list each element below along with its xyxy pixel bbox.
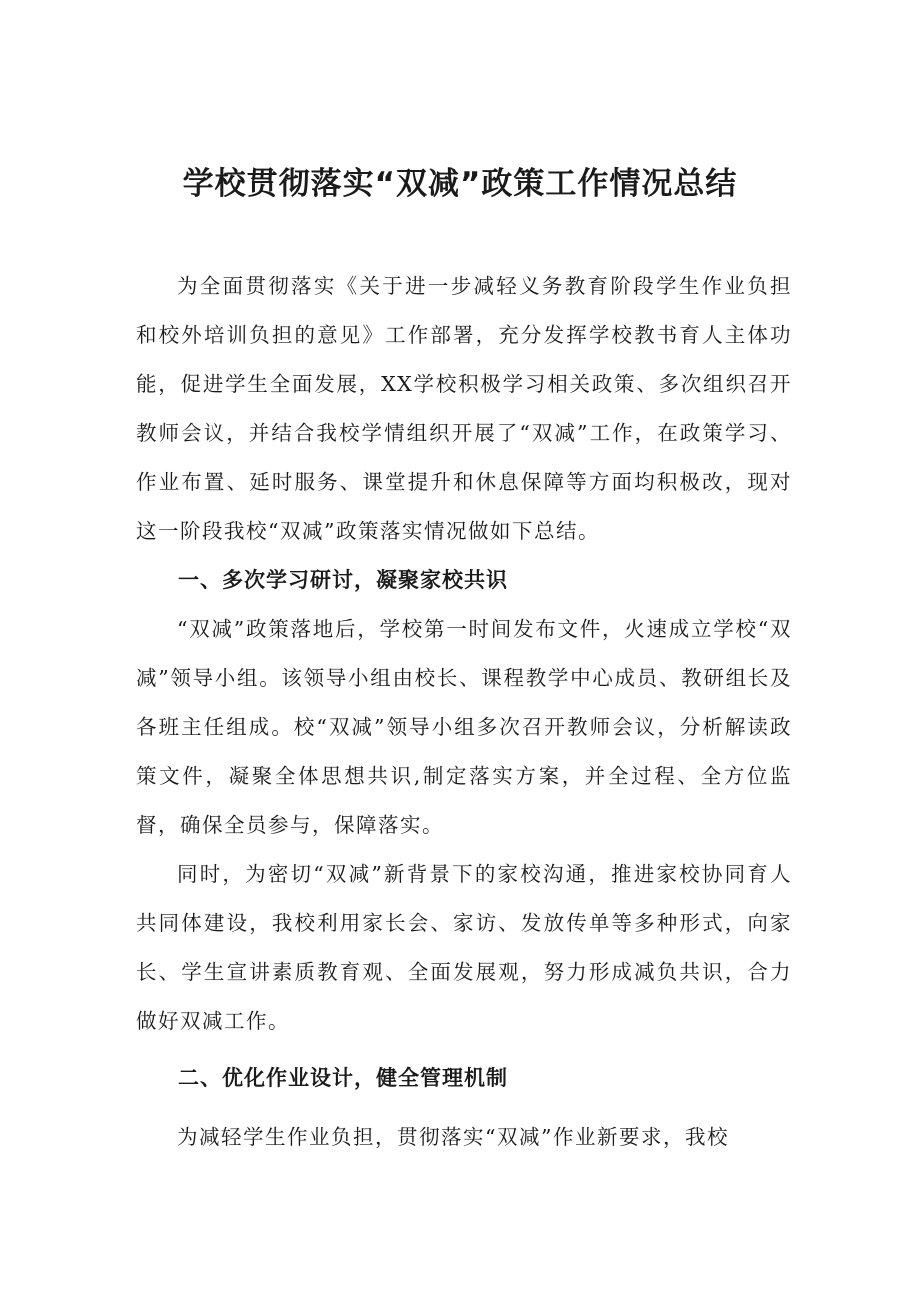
section-1-paragraph-1: “双减”政策落地后，学校第一时间发布文件，火速成立学校“双减”领导小组。该领导小组由校长、课程教学中心成员、教研组长及各班主任组成。校“双减”领导小组多次召开教师会议，分析解读政策文件，凝聚全体思想共识,制定落实方案，并全过程、全方位监督，确保全员参与，保障落实。 xyxy=(136,617,792,837)
section-1-paragraph-2: 同时，为密切“双减”新背景下的家校沟通，推进家校协同育人共同体建设，我校利用家长会、家访、发放传单等多种形式，向家长、学生宣讲素质教育观、全面发展观，努力形成减负共识，合力做好双减工作。 xyxy=(136,862,792,1033)
intro-paragraph: 为全面贯彻落实《关于进一步减轻义务教育阶段学生作业负担和校外培训负担的意见》工作部署，充分发挥学校教书育人主体功能，促进学生全面发展，XX学校积极学习相关政策、多次组织召开教师会议，并结合我校学情组织开展了“双减”工作，在政策学习、作业布置、延时服务、课堂提升和休息保障等方面均积极改，现对这一阶段我校“双减”政策落实情况做如下总结。 xyxy=(136,274,792,543)
section-2-paragraph-1: 为减轻学生作业负担，贯彻落实“双减”作业新要求，我校 xyxy=(177,1125,729,1149)
document-title: 学校贯彻落实“双减”政策工作情况总结 xyxy=(182,166,738,202)
section-heading-2: 二、优化作业设计，健全管理机制 xyxy=(178,1066,508,1090)
section-heading-1: 一、多次学习研讨，凝聚家校共识 xyxy=(178,568,508,592)
document-body xyxy=(136,262,792,1162)
